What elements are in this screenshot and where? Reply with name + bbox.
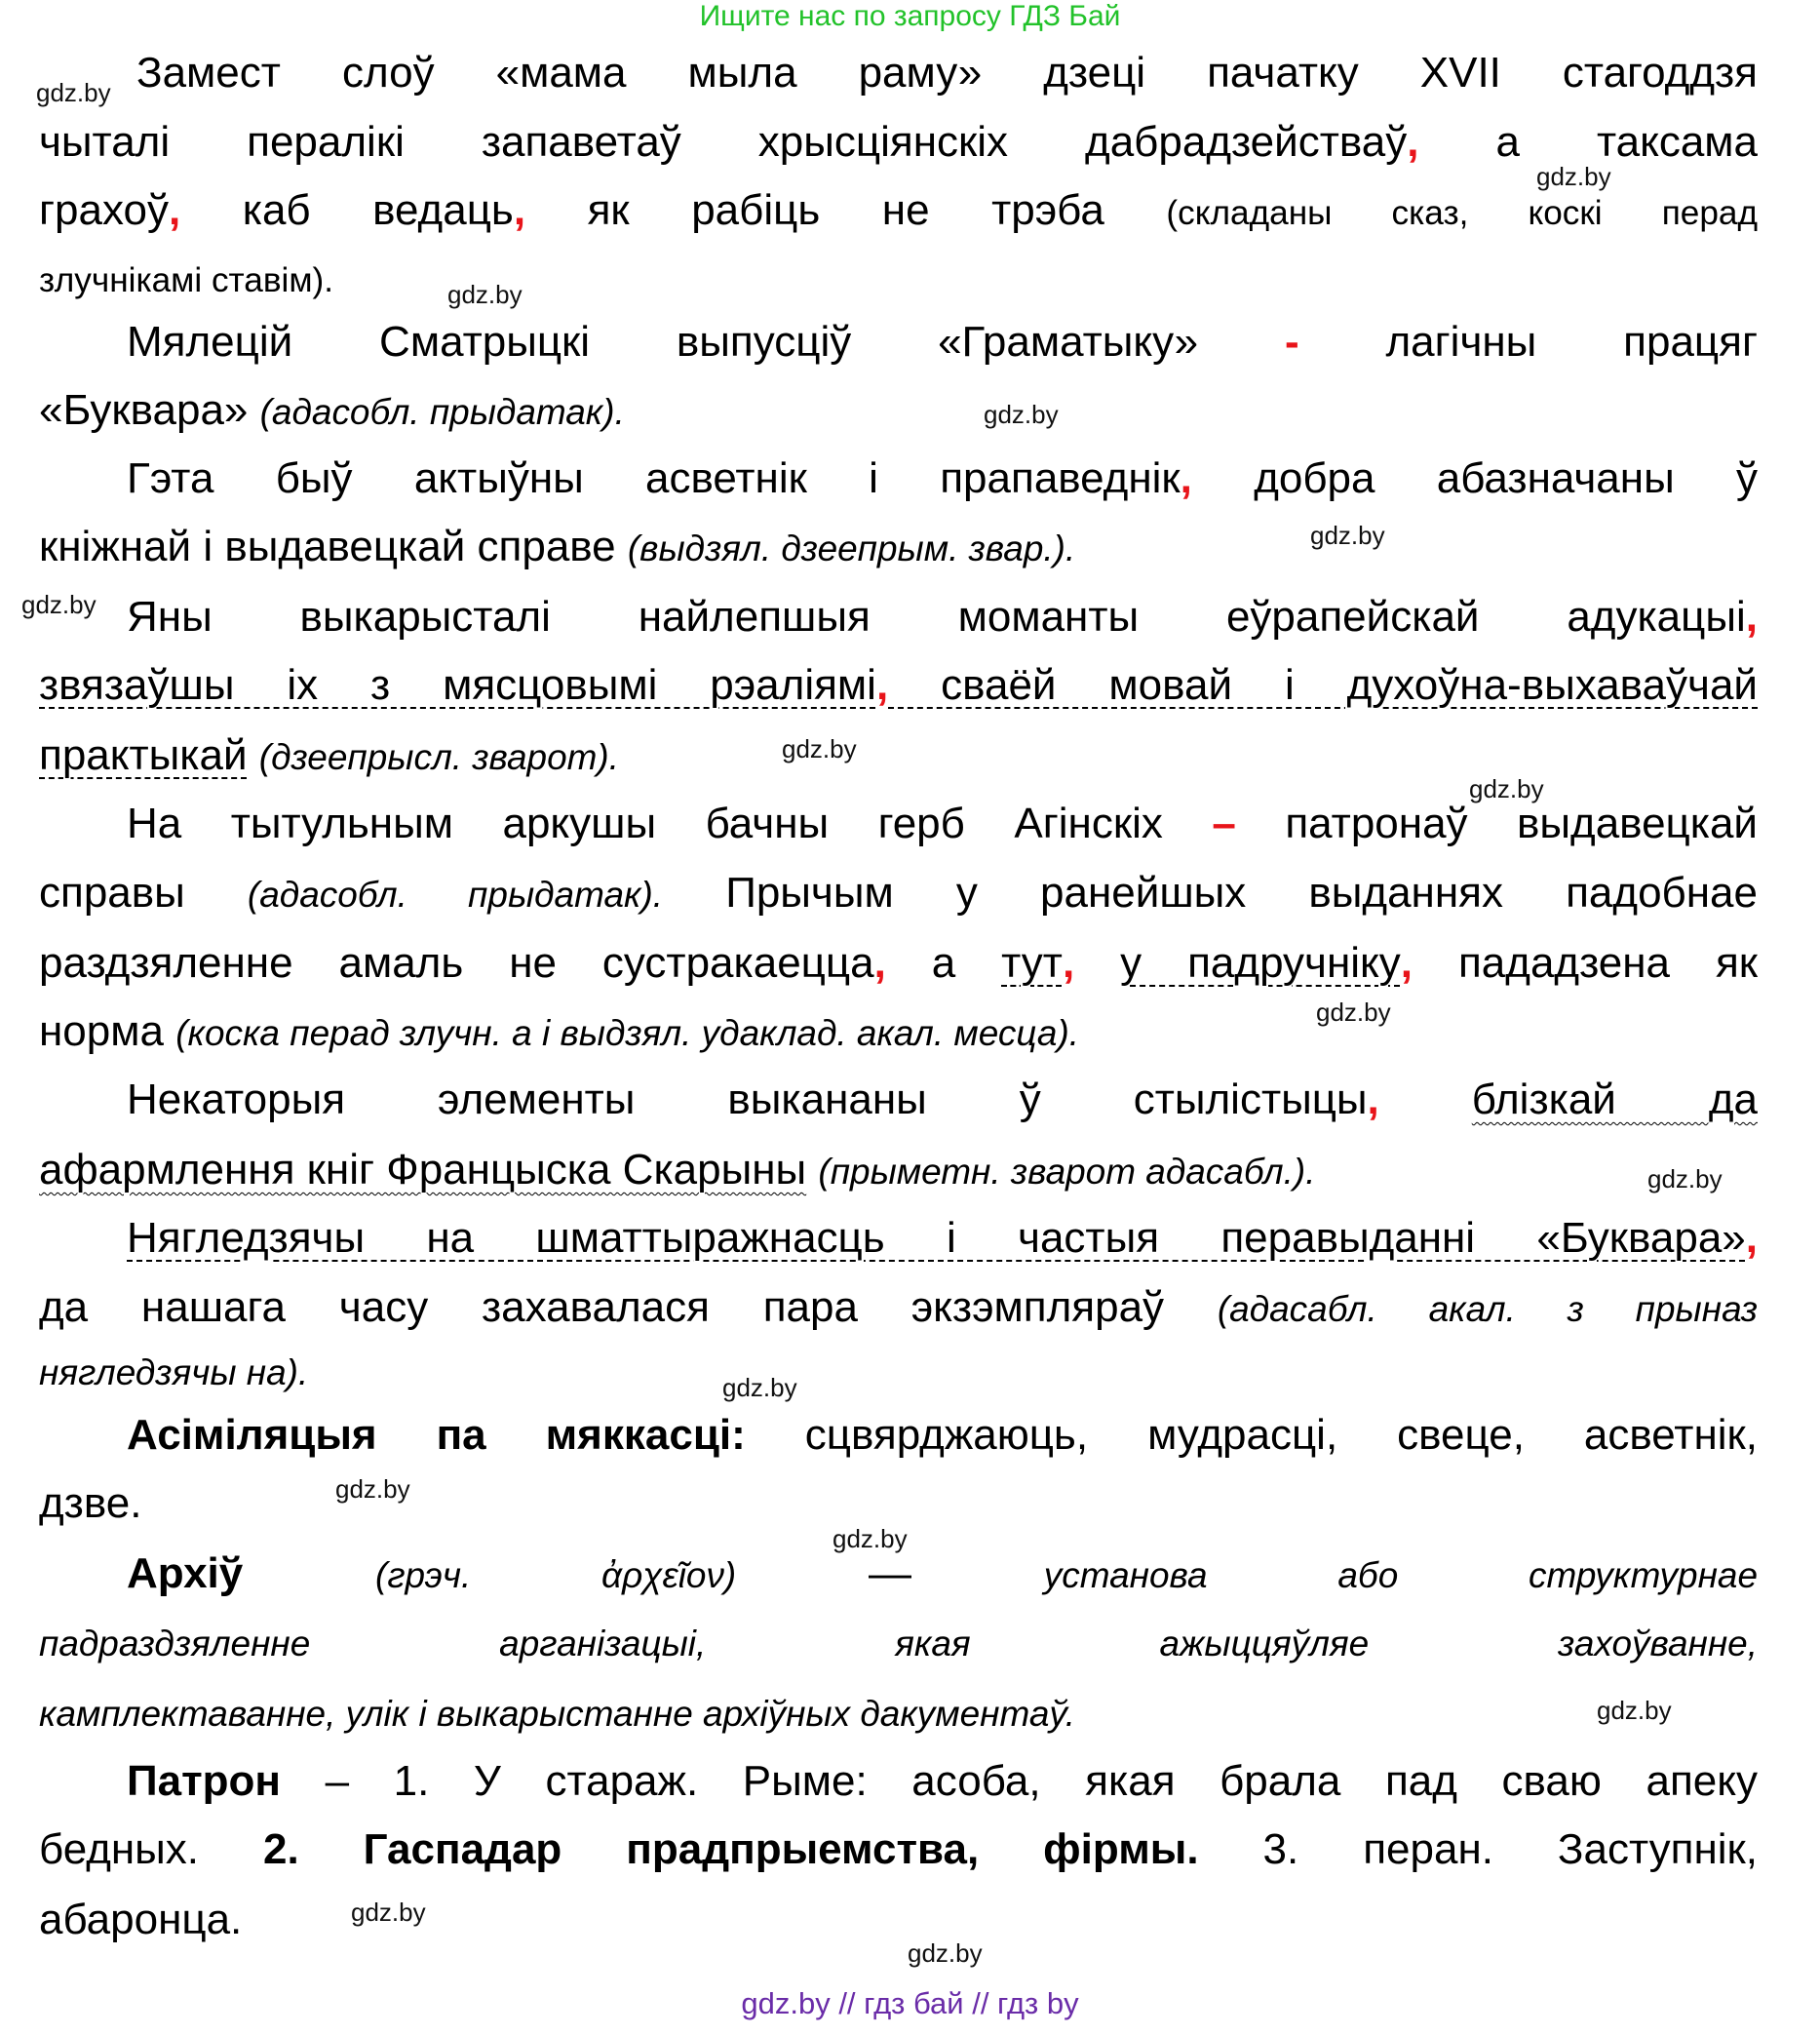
watermark-text: gdz.by (984, 400, 1059, 429)
text-line (39, 518, 1758, 576)
footer-links[interactable]: gdz.by // гдз бай // гдз by (741, 1986, 1079, 2020)
text-segment: як рабіць не трэба (525, 186, 1167, 234)
grammar-note: (адасобл. прыдатак). (247, 875, 664, 915)
highlighted-punctuation: , (513, 186, 526, 234)
text-segment: абаронца. (39, 1896, 243, 1943)
text-line (127, 1209, 1758, 1268)
watermark-text: gdz.by (1469, 774, 1544, 803)
text-line (127, 1752, 1758, 1811)
highlighted-punctuation: - (1284, 318, 1299, 366)
text-line (136, 44, 1758, 102)
watermark-text: gdz.by (908, 1938, 983, 1968)
text-segment (243, 1549, 375, 1597)
text-segment: справы (39, 869, 248, 917)
watermark-text: gdz.by (782, 734, 857, 763)
watermark-text: gdz.by (1536, 162, 1611, 191)
text-segment: сваёй мовай і духоўна-выхаваўчай (888, 661, 1758, 709)
watermark-text: gdz.by (1316, 998, 1391, 1027)
text-line (127, 1406, 1758, 1465)
text-segment: тут (1001, 939, 1063, 987)
highlighted-punctuation: , (875, 661, 889, 709)
text-line (39, 181, 1758, 240)
grammar-note: (коска перад злучн. а і выдзял. удаклад. акал. месца). (175, 1013, 1080, 1053)
text-segment: а таксама (1418, 118, 1759, 166)
text-segment: звязаўшы іх з мясцовымі рэаліямі (39, 661, 876, 709)
text-line (39, 1278, 1758, 1337)
text-line (39, 1820, 1758, 1879)
text-segment: Замест слоў «мама мыла раму» дзеці пачатку XVII стагоддзя (136, 49, 1758, 97)
text-line (39, 864, 1758, 922)
text-segment: – 1. У старaж. Рыме: асоба, якая брала пад сваю апеку (280, 1757, 1758, 1805)
text-segment: — (736, 1549, 1044, 1597)
watermark-text: gdz.by (1310, 521, 1385, 550)
text-segment: сцвярджаюць, мудрасці, свеце, асветнік, (745, 1411, 1758, 1459)
text-segment: Прычым у ранейшых выданнях падобнае (663, 869, 1758, 917)
watermark-text: gdz.by (447, 280, 523, 309)
text-segment (1074, 939, 1120, 987)
text-line (127, 588, 1758, 646)
text-segment: 2. Гаспадар прадпрыемства, фірмы. (263, 1825, 1199, 1873)
text-segment: На тытульным аркушы бачны герб Агінскіх (127, 800, 1213, 847)
text-segment: у падручніку (1120, 939, 1401, 987)
text-segment (1379, 1076, 1472, 1123)
text-line (39, 1141, 1758, 1199)
text-segment: Архіў (127, 1549, 244, 1597)
text-segment: раздзяленне амаль не сустракаецца (39, 939, 874, 987)
text-segment (806, 1146, 818, 1194)
grammar-note: (грэч. ἀρχεῖον) (375, 1555, 737, 1595)
text-segment: да нашага часу захавалася пара экзэмпляраў (39, 1283, 1218, 1331)
text-line (127, 795, 1758, 853)
text-line (127, 1071, 1758, 1129)
text-segment: лагічны працяг (1298, 318, 1758, 366)
text-segment: бедных. (39, 1825, 264, 1873)
text-segment: Патрон (127, 1757, 281, 1805)
text-segment: Нягледзячы на шматтыражнасць і частыя перавыданні «Буквара» (127, 1214, 1746, 1262)
highlighted-punctuation: , (1180, 454, 1192, 502)
text-segment: 3. перан. Заступнік, (1198, 1825, 1759, 1873)
text-segment: а (885, 939, 1002, 987)
text-segment: Яны выкарысталі найлепшыя моманты еўрапейскай адукацыі (127, 593, 1746, 641)
text-segment: блізкай да (1471, 1076, 1758, 1123)
text-line (39, 381, 1758, 440)
text-line (127, 450, 1758, 508)
highlighted-punctuation: , (1400, 939, 1413, 987)
highlighted-punctuation: , (1062, 939, 1075, 987)
highlighted-punctuation: , (1745, 1214, 1758, 1262)
highlighted-punctuation: , (873, 939, 886, 987)
text-segment: грахоў (39, 186, 169, 234)
text-segment: норма (39, 1007, 176, 1055)
text-segment: кніжнай і выдавецкай справе (39, 523, 628, 570)
text-segment: «Буквара» (39, 386, 260, 434)
grammar-note: (адасабл. акал. з прыназ (1217, 1289, 1759, 1329)
highlighted-punctuation: , (1745, 593, 1758, 641)
search-hint-header: Ищите нас по запросу ГДЗ Бай (699, 0, 1121, 32)
highlighted-punctuation: , (168, 186, 181, 234)
text-line (39, 934, 1758, 993)
watermark-text: gdz.by (1597, 1696, 1672, 1725)
text-segment: добра абазначаны ў (1191, 454, 1758, 502)
text-line (39, 1613, 1758, 1671)
text-segment: Мялецій Сматрыцкі выпусціў «Граматыку» (127, 318, 1285, 366)
text-segment: практыкай (39, 731, 248, 779)
watermark-text: gdz.by (36, 78, 111, 107)
text-line (39, 656, 1758, 715)
text-segment: каб ведаць (180, 186, 514, 234)
text-line (39, 1002, 1758, 1061)
watermark-text: gdz.by (722, 1373, 797, 1402)
grammar-note: падраздзяленне арганізацыі, якая ажыццяўляе захоўванне, (39, 1624, 1758, 1663)
text-line (39, 1891, 1758, 1949)
text-line (39, 1683, 1758, 1741)
text-segment: пададзена як (1413, 939, 1759, 987)
text-line (127, 313, 1758, 372)
watermark-text: gdz.by (335, 1474, 410, 1504)
text-segment: чыталі пералікі запаветаў хрысціянскіх дабрадзействаў (39, 118, 1408, 166)
text-line (127, 1545, 1758, 1603)
watermark-text: gdz.by (1647, 1164, 1723, 1194)
highlighted-punctuation: , (1367, 1076, 1379, 1123)
grammar-note: (дзеепрысл. зварот). (258, 737, 619, 777)
grammar-note: (адасобл. прыдатак). (259, 392, 625, 432)
text-line (39, 113, 1758, 172)
text-segment: Гэта быў актыўны асветнік і прапаведнік (127, 454, 1181, 502)
watermark-text: gdz.by (351, 1898, 426, 1927)
highlighted-punctuation: – (1212, 800, 1236, 847)
watermark-text: gdz.by (833, 1524, 908, 1553)
text-segment: Асіміляцыя па мяккасці: (127, 1411, 746, 1459)
text-line (39, 249, 1758, 307)
grammar-note: (прыметн. зварот адасабл.). (818, 1152, 1316, 1192)
grammar-note: (выдзял. дзеепрым. звар.). (627, 528, 1076, 568)
grammar-note: нягледзячы на). (39, 1352, 309, 1392)
watermark-text: gdz.by (21, 590, 97, 619)
text-segment: патронаў выдавецкай (1235, 800, 1758, 847)
text-segment (248, 731, 259, 779)
grammar-note: злучнікамі ставім). (39, 261, 334, 299)
grammar-note: (складаны сказ, коскі перад (1166, 194, 1758, 232)
text-segment: афармлення кніг Францыска Скарыны (39, 1146, 807, 1194)
grammar-note: установа або структурнае (1043, 1555, 1759, 1595)
text-segment: Некаторыя элементы выкананы ў стылістыцы (127, 1076, 1368, 1123)
grammar-note: камплектаванне, улік і выкарыстанне архіўных дакументаў. (39, 1694, 1076, 1734)
text-line (39, 1342, 1758, 1400)
highlighted-punctuation: , (1407, 118, 1419, 166)
text-segment: дзве. (39, 1479, 142, 1527)
